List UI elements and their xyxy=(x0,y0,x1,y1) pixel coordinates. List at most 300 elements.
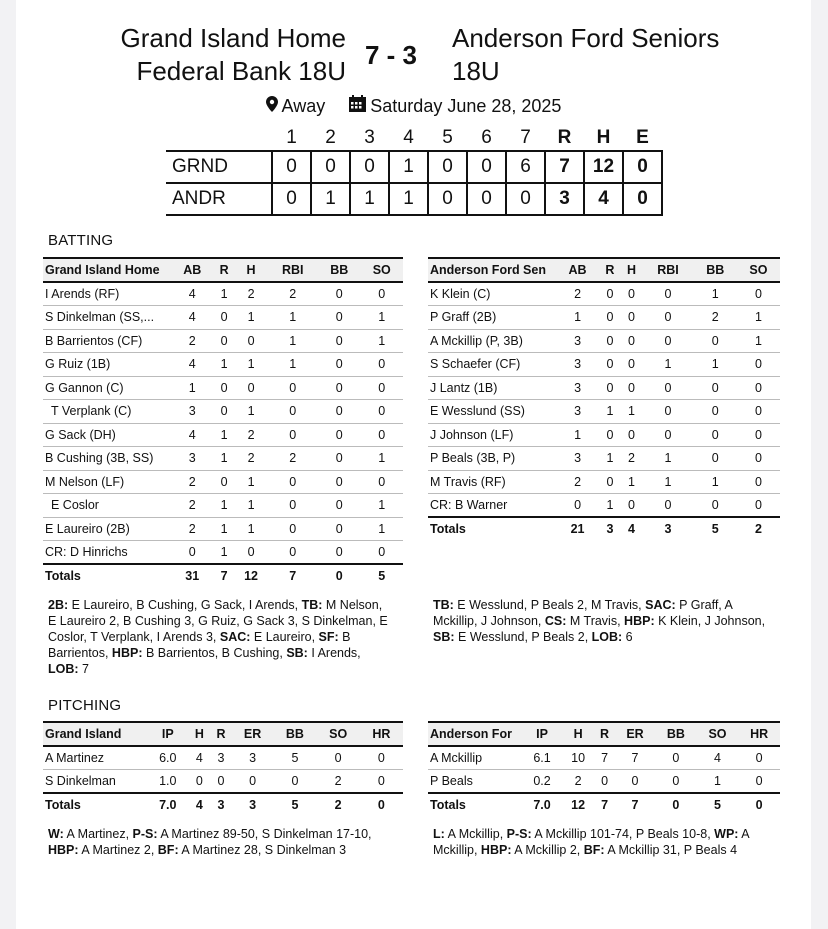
totals-value: 3 xyxy=(642,517,693,541)
stat-value: 0 xyxy=(621,282,643,306)
inning-runs: 1 xyxy=(311,183,350,215)
stat-value: 1 xyxy=(642,447,693,471)
inning-header: 4 xyxy=(403,127,414,148)
stat-value: 1 xyxy=(599,400,621,424)
note-key: SAC: xyxy=(219,630,251,644)
stat-value: 1 xyxy=(235,400,268,424)
stat-value: 1 xyxy=(737,329,780,353)
player-name: A Mckillip (P, 3B) xyxy=(428,329,556,353)
box-header-row xyxy=(428,258,780,282)
stat-value: 0 xyxy=(360,423,403,447)
totals-value: 7 xyxy=(594,793,615,817)
stat-value: 0 xyxy=(655,746,697,770)
stat-value: 0 xyxy=(556,494,599,518)
linescore-row xyxy=(166,151,662,183)
team-column-header: Anderson For xyxy=(428,722,522,746)
stat-value: 1 xyxy=(694,470,737,494)
stat-value: 0 xyxy=(360,376,403,400)
player-name: G Ruiz (1B) xyxy=(43,353,171,377)
stat-value: 0 xyxy=(599,282,621,306)
rhe-header: E xyxy=(636,127,649,148)
note-text: 7 xyxy=(78,662,89,676)
player-row xyxy=(43,423,403,447)
stat-value: 0 xyxy=(213,400,234,424)
stat-value: 2 xyxy=(317,770,360,794)
stat-value: 1 xyxy=(556,306,599,330)
box-body xyxy=(43,746,403,817)
rhe-header: R xyxy=(557,127,572,148)
away-batting-notes xyxy=(433,597,778,645)
player-name: G Sack (DH) xyxy=(43,423,171,447)
player-name: E Coslor xyxy=(43,494,171,518)
note-key: P-S: xyxy=(506,827,532,841)
stat-value: 2 xyxy=(171,329,213,353)
linescore-row xyxy=(166,183,662,215)
stat-value: 1 xyxy=(267,329,318,353)
inning-runs: 0 xyxy=(428,151,467,183)
home-batting-table xyxy=(43,257,403,588)
player-name: E Laureiro (2B) xyxy=(43,517,171,541)
stat-column-header: R xyxy=(594,722,615,746)
player-name: J Lantz (1B) xyxy=(428,376,556,400)
stat-value: 1 xyxy=(213,353,234,377)
stat-value: 0 xyxy=(694,400,737,424)
stat-value: 3 xyxy=(556,353,599,377)
stat-value: 5 xyxy=(273,746,316,770)
stat-value: 1 xyxy=(360,306,403,330)
stat-column-header: H xyxy=(562,722,594,746)
stat-value: 0 xyxy=(694,494,737,518)
note-text: A Mckillip 101-74, P Beals 10-8, xyxy=(531,827,715,841)
stat-value: 1 xyxy=(213,447,234,471)
note-text: E Wesslund, P Beals 2, M Travis, xyxy=(453,598,646,612)
box-header xyxy=(428,258,780,282)
stat-value: 2 xyxy=(267,447,318,471)
stat-value: 0 xyxy=(655,770,697,794)
totals-value: 5 xyxy=(697,793,739,817)
rhe-value: 12 xyxy=(584,151,623,183)
note-key: TB: xyxy=(433,598,454,612)
stat-value: 0 xyxy=(189,770,211,794)
player-name: J Johnson (LF) xyxy=(428,423,556,447)
stat-value: 0 xyxy=(360,770,403,794)
stat-value: 1.0 xyxy=(147,770,189,794)
stat-column-header: SO xyxy=(697,722,739,746)
calendar-icon xyxy=(349,95,366,117)
stat-value: 0 xyxy=(642,494,693,518)
stat-value: 0 xyxy=(267,541,318,565)
home-pitching-notes xyxy=(48,826,393,858)
totals-value: 2 xyxy=(317,793,360,817)
rhe-value: 4 xyxy=(584,183,623,215)
totals-value: 31 xyxy=(171,564,213,588)
stat-value: 0 xyxy=(642,306,693,330)
away-team-line1: Anderson Ford Seniors xyxy=(452,23,720,53)
stat-column-header: R xyxy=(210,722,232,746)
totals-value: 0 xyxy=(318,564,360,588)
rhe-value: 7 xyxy=(545,151,584,183)
player-row xyxy=(43,494,403,518)
note-key: P-S: xyxy=(132,827,158,841)
stat-value: 1 xyxy=(235,306,268,330)
stat-value: 0 xyxy=(318,517,360,541)
totals-row xyxy=(43,793,403,817)
stat-column-header: RBI xyxy=(267,258,318,282)
totals-value: 0 xyxy=(655,793,697,817)
stat-value: 0 xyxy=(267,494,318,518)
stat-value: 3 xyxy=(556,447,599,471)
stat-column-header: ER xyxy=(615,722,655,746)
stat-column-header: AB xyxy=(171,258,213,282)
stat-value: 0 xyxy=(599,329,621,353)
stat-value: 1 xyxy=(621,470,643,494)
stat-value: 1 xyxy=(556,423,599,447)
stat-value: 2 xyxy=(694,306,737,330)
stat-value: 1 xyxy=(360,517,403,541)
player-row xyxy=(43,517,403,541)
stat-value: 0 xyxy=(621,329,643,353)
inning-header: 3 xyxy=(364,127,375,148)
stat-value: 0 xyxy=(360,746,403,770)
note-text: A Mckillip 31, P Beals 4 xyxy=(604,843,738,857)
stat-value: 2 xyxy=(235,423,268,447)
totals-value: 0 xyxy=(360,793,403,817)
stat-value: 4 xyxy=(189,746,211,770)
box-body xyxy=(43,282,403,588)
stat-column-header: ER xyxy=(232,722,274,746)
stat-value: 0 xyxy=(318,541,360,565)
home-pitching-table xyxy=(43,721,403,817)
box-header xyxy=(43,722,403,746)
stat-column-header: SO xyxy=(317,722,360,746)
note-key: CS: xyxy=(544,614,567,628)
stat-column-header: R xyxy=(213,258,234,282)
note-text: A Martinez 89-50, S Dinkelman 17-10, xyxy=(157,827,372,841)
linescore-team: ANDR xyxy=(166,183,272,215)
home-batting-notes xyxy=(48,597,393,677)
stat-value: 2 xyxy=(556,282,599,306)
stat-column-header: R xyxy=(599,258,621,282)
stat-value: 2 xyxy=(562,770,594,794)
stat-value: 1 xyxy=(694,282,737,306)
player-name: B Barrientos (CF) xyxy=(43,329,171,353)
stat-column-header: BB xyxy=(694,258,737,282)
stat-value: 0 xyxy=(615,770,655,794)
totals-value: 12 xyxy=(235,564,268,588)
note-text: E Wesslund, P Beals 2, xyxy=(454,630,592,644)
stat-value: 1 xyxy=(213,423,234,447)
note-text: M Nelson, E Laureiro 2, B Cushing 3, G Ruiz, G Sack 3, S Dinkelman, E Coslor, T Verplank, I Arends 3, xyxy=(48,598,388,644)
stat-value: 1 xyxy=(360,329,403,353)
player-row xyxy=(428,306,780,330)
home-team-line1: Grand Island Home xyxy=(120,23,346,53)
stat-value: 1 xyxy=(360,447,403,471)
totals-value: 3 xyxy=(210,793,232,817)
player-name: S Dinkelman xyxy=(43,770,147,794)
location-text: Away xyxy=(281,95,326,116)
stat-value: 3 xyxy=(232,746,274,770)
stat-value: 1 xyxy=(697,770,739,794)
totals-value: 12 xyxy=(562,793,594,817)
stat-value: 4 xyxy=(171,282,213,306)
totals-value: 7.0 xyxy=(147,793,189,817)
totals-value: 4 xyxy=(621,517,643,541)
stat-value: 1 xyxy=(235,353,268,377)
note-key: BF: xyxy=(583,843,605,857)
note-key: HBP: xyxy=(48,843,79,857)
stat-value: 0 xyxy=(737,376,780,400)
stat-value: 0 xyxy=(599,470,621,494)
totals-value: 3 xyxy=(232,793,274,817)
note-text: K Klein, J Johnson, xyxy=(654,614,766,628)
team-column-header: Grand Island Home xyxy=(43,258,171,282)
stat-value: 4 xyxy=(171,353,213,377)
stat-value: 1 xyxy=(599,447,621,471)
stat-value: 0 xyxy=(737,470,780,494)
stat-value: 0 xyxy=(694,329,737,353)
stat-value: 0 xyxy=(318,376,360,400)
inning-runs: 0 xyxy=(467,183,506,215)
player-row xyxy=(428,353,780,377)
note-text: A Martinez 28, S Dinkelman 3 xyxy=(178,843,347,857)
stat-value: 0 xyxy=(642,376,693,400)
stat-value: 1 xyxy=(235,470,268,494)
note-text: 6 xyxy=(622,630,633,644)
totals-value: 7 xyxy=(213,564,234,588)
away-batting-table xyxy=(428,257,780,541)
stat-column-header: SO xyxy=(737,258,780,282)
note-text: B Barrientos, B Cushing, xyxy=(142,646,287,660)
note-key: HBP: xyxy=(480,843,512,857)
player-row xyxy=(43,329,403,353)
inning-header: 1 xyxy=(286,127,297,148)
totals-label: Totals xyxy=(43,564,171,588)
inning-runs: 6 xyxy=(506,151,545,183)
stat-value: 7 xyxy=(594,746,615,770)
inning-header: 6 xyxy=(481,127,492,148)
stat-value: 0 xyxy=(318,353,360,377)
totals-value: 4 xyxy=(189,793,211,817)
player-row xyxy=(43,746,403,770)
player-name: A Mckillip xyxy=(428,746,522,770)
stat-value: 2 xyxy=(556,470,599,494)
player-row xyxy=(43,353,403,377)
stat-value: 6.1 xyxy=(522,746,562,770)
stat-value: 1 xyxy=(694,353,737,377)
note-text: B Barrientos, xyxy=(48,630,351,660)
totals-value: 3 xyxy=(599,517,621,541)
note-key: LOB: xyxy=(48,662,79,676)
stat-column-header: SO xyxy=(360,258,403,282)
totals-value: 0 xyxy=(738,793,780,817)
player-row xyxy=(43,470,403,494)
stat-column-header: BB xyxy=(655,722,697,746)
stat-value: 0 xyxy=(318,470,360,494)
player-name: A Martinez xyxy=(43,746,147,770)
stat-value: 0 xyxy=(318,329,360,353)
stat-value: 0 xyxy=(267,423,318,447)
inning-runs: 1 xyxy=(389,183,428,215)
inning-runs: 0 xyxy=(311,151,350,183)
stat-value: 0 xyxy=(360,470,403,494)
stat-value: 4 xyxy=(697,746,739,770)
stat-value: 0 xyxy=(737,353,780,377)
box-header xyxy=(428,722,780,746)
linescore-corner xyxy=(166,126,272,151)
note-key: WP: xyxy=(714,827,739,841)
stat-value: 0 xyxy=(599,306,621,330)
stat-value: 0 xyxy=(737,447,780,471)
stat-column-header: H xyxy=(189,722,211,746)
stat-value: 0 xyxy=(235,329,268,353)
player-name: I Arends (RF) xyxy=(43,282,171,306)
player-row xyxy=(428,329,780,353)
player-name: E Wesslund (SS) xyxy=(428,400,556,424)
stat-value: 0 xyxy=(267,517,318,541)
team-column-header: Grand Island xyxy=(43,722,147,746)
stat-column-header: IP xyxy=(147,722,189,746)
stat-value: 0 xyxy=(621,376,643,400)
player-name: B Cushing (3B, SS) xyxy=(43,447,171,471)
stat-value: 0 xyxy=(737,282,780,306)
rhe-value: 0 xyxy=(623,151,662,183)
note-text: A Mckillip, xyxy=(433,827,749,857)
totals-value: 5 xyxy=(360,564,403,588)
stat-column-header: H xyxy=(621,258,643,282)
stat-value: 1 xyxy=(599,494,621,518)
home-team-name xyxy=(76,22,346,88)
stat-value: 0 xyxy=(694,423,737,447)
stat-value: 1 xyxy=(642,353,693,377)
stat-value: 0.2 xyxy=(522,770,562,794)
stat-value: 4 xyxy=(171,306,213,330)
player-name: G Gannon (C) xyxy=(43,376,171,400)
player-row xyxy=(428,470,780,494)
home-team-line2: Federal Bank 18U xyxy=(136,56,346,86)
stat-value: 0 xyxy=(738,746,780,770)
stat-value: 1 xyxy=(213,541,234,565)
stat-value: 2 xyxy=(235,447,268,471)
box-body xyxy=(428,746,780,817)
player-row xyxy=(428,770,780,794)
stat-value: 0 xyxy=(360,541,403,565)
box-header-row xyxy=(428,722,780,746)
player-row xyxy=(43,400,403,424)
stat-value: 0 xyxy=(737,423,780,447)
stat-value: 0 xyxy=(738,770,780,794)
stat-value: 0 xyxy=(267,376,318,400)
stat-value: 1 xyxy=(642,470,693,494)
note-key: LOB: xyxy=(591,630,623,644)
player-name: P Beals (3B, P) xyxy=(428,447,556,471)
stat-value: 3 xyxy=(171,447,213,471)
note-key: L: xyxy=(433,827,445,841)
stat-value: 0 xyxy=(642,423,693,447)
stat-value: 0 xyxy=(317,746,360,770)
stat-value: 4 xyxy=(171,423,213,447)
stat-value: 0 xyxy=(694,376,737,400)
date-text: Saturday June 28, 2025 xyxy=(370,95,562,116)
stat-value: 1 xyxy=(737,306,780,330)
totals-row xyxy=(43,564,403,588)
stat-value: 0 xyxy=(318,306,360,330)
player-name: K Klein (C) xyxy=(428,282,556,306)
stat-value: 2 xyxy=(235,282,268,306)
inning-header: 5 xyxy=(442,127,453,148)
stat-value: 1 xyxy=(267,306,318,330)
stat-value: 1 xyxy=(213,494,234,518)
stat-value: 0 xyxy=(210,770,232,794)
stat-value: 0 xyxy=(235,376,268,400)
stat-value: 0 xyxy=(621,353,643,377)
player-name: M Travis (RF) xyxy=(428,470,556,494)
stat-value: 0 xyxy=(599,353,621,377)
note-text: P Graff, A Mckillip, J Johnson, xyxy=(433,598,733,628)
inning-runs: 0 xyxy=(272,183,311,215)
stat-value: 0 xyxy=(599,423,621,447)
stat-value: 2 xyxy=(267,282,318,306)
box-header xyxy=(43,258,403,282)
player-name: M Nelson (LF) xyxy=(43,470,171,494)
stat-column-header: IP xyxy=(522,722,562,746)
note-key: HBP: xyxy=(624,614,655,628)
stat-value: 0 xyxy=(360,400,403,424)
stat-value: 0 xyxy=(318,494,360,518)
player-row xyxy=(428,376,780,400)
stat-value: 6.0 xyxy=(147,746,189,770)
stat-value: 0 xyxy=(213,376,234,400)
note-text: A Mckillip 2, xyxy=(511,843,584,857)
note-key: 2B: xyxy=(48,598,69,612)
inning-runs: 1 xyxy=(350,183,389,215)
player-row xyxy=(43,306,403,330)
totals-value: 7 xyxy=(267,564,318,588)
stat-value: 2 xyxy=(171,494,213,518)
totals-label: Totals xyxy=(428,793,522,817)
batting-section-title: BATTING xyxy=(48,232,114,249)
note-text: M Travis, xyxy=(566,614,625,628)
stat-value: 0 xyxy=(599,376,621,400)
stat-value: 2 xyxy=(171,517,213,541)
inning-runs: 0 xyxy=(350,151,389,183)
rhe-value: 0 xyxy=(623,183,662,215)
player-row xyxy=(43,541,403,565)
note-key: HBP: xyxy=(111,646,143,660)
note-key: SAC: xyxy=(645,598,676,612)
stat-value: 3 xyxy=(556,400,599,424)
totals-label: Totals xyxy=(428,517,556,541)
stat-value: 0 xyxy=(318,423,360,447)
rhe-header: H xyxy=(596,127,611,148)
player-name: S Dinkelman (SS,... xyxy=(43,306,171,330)
box-header-row xyxy=(43,258,403,282)
stat-value: 1 xyxy=(171,376,213,400)
box-body xyxy=(428,282,780,541)
stat-value: 1 xyxy=(235,494,268,518)
inning-runs: 0 xyxy=(272,151,311,183)
totals-value: 21 xyxy=(556,517,599,541)
note-key: W: xyxy=(48,827,64,841)
stat-value: 0 xyxy=(213,470,234,494)
stat-value: 0 xyxy=(694,447,737,471)
note-text: E Laureiro, B Cushing, G Sack, I Arends, xyxy=(68,598,302,612)
stat-column-header: BB xyxy=(273,722,316,746)
inning-header: 7 xyxy=(520,127,531,148)
player-row xyxy=(428,423,780,447)
player-row xyxy=(428,494,780,518)
stat-value: 3 xyxy=(171,400,213,424)
pitching-section-title: PITCHING xyxy=(48,697,122,714)
